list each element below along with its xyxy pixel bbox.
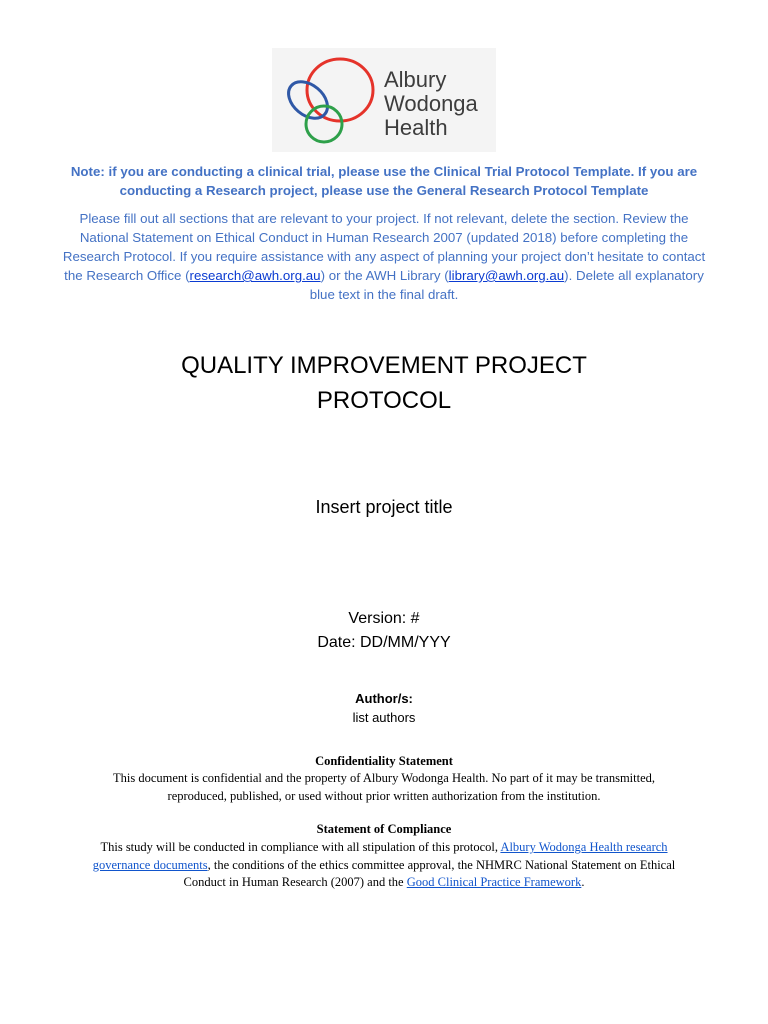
instructions-text-1: Please fill out all sections that are relevant to your project. If not relevant, delete the section. Review the National Statement on Ethical Conduct in Human Research 2007 (updated 2018) before completing the Research Protocol. If you require assistance with any aspect of planning your project don’t hesitate to contact the Research Office ( [62,211,706,283]
authors-label: Author/s: [355,691,413,706]
logo-line-2: Wodonga [384,91,478,116]
document-title-line-2: PROTOCOL [316,387,452,414]
good-clinical-practice-link[interactable]: Good Clinical Practice Framework [406,875,582,889]
compliance-text-3: . [581,875,585,889]
document-title-line-1: QUALITY IMPROVEMENT PROJECT [181,352,587,379]
compliance-text-2: , the conditions of the ethics committee approval, the NHMRC National Statement on Ethical Conduct in Human Research (2007) and the [183,857,676,889]
template-note: Note: if you are conducting a clinical trial, please use the Clinical Trial Protocol Template. If you are conducting a Research project, please use the General Research Protocol Template [70,164,698,198]
authors-value: list authors [352,710,416,725]
instructions-text-2: ) or the AWH Library ( [320,268,449,283]
document-title [0,348,768,418]
albury-wodonga-health-logo [272,48,496,152]
compliance-text-1: This study will be conducted in compliance with all stipulation of this protocol, [100,840,501,854]
governance-documents-link[interactable]: Albury Wodonga Health research governance documents [92,840,668,872]
instructions-paragraph [60,209,708,304]
confidentiality-text: This document is confidential and the property of Albury Wodonga Health. No part of it may be transmitted, reproduced, published, or used without prior written authorization from the institution. [112,771,656,803]
logo-line-1: Albury [384,67,447,92]
library-email-link[interactable]: library@awh.org.au [448,268,565,283]
date-line: Date: DD/MM/YYY [317,634,451,651]
logo-rings-icon [278,54,378,150]
compliance-heading: Statement of Compliance [316,822,452,836]
confidentiality-heading: Confidentiality Statement [315,754,453,768]
project-title-placeholder: Insert project title [315,497,453,517]
version-line: Version: # [348,610,420,627]
instructions-text-3: ). Delete all explanatory blue text in the final draft. [309,268,704,302]
logo-wordmark [384,68,478,140]
logo-line-3: Health [384,115,448,140]
compliance-text [90,839,678,892]
research-email-link[interactable]: research@awh.org.au [189,268,321,283]
